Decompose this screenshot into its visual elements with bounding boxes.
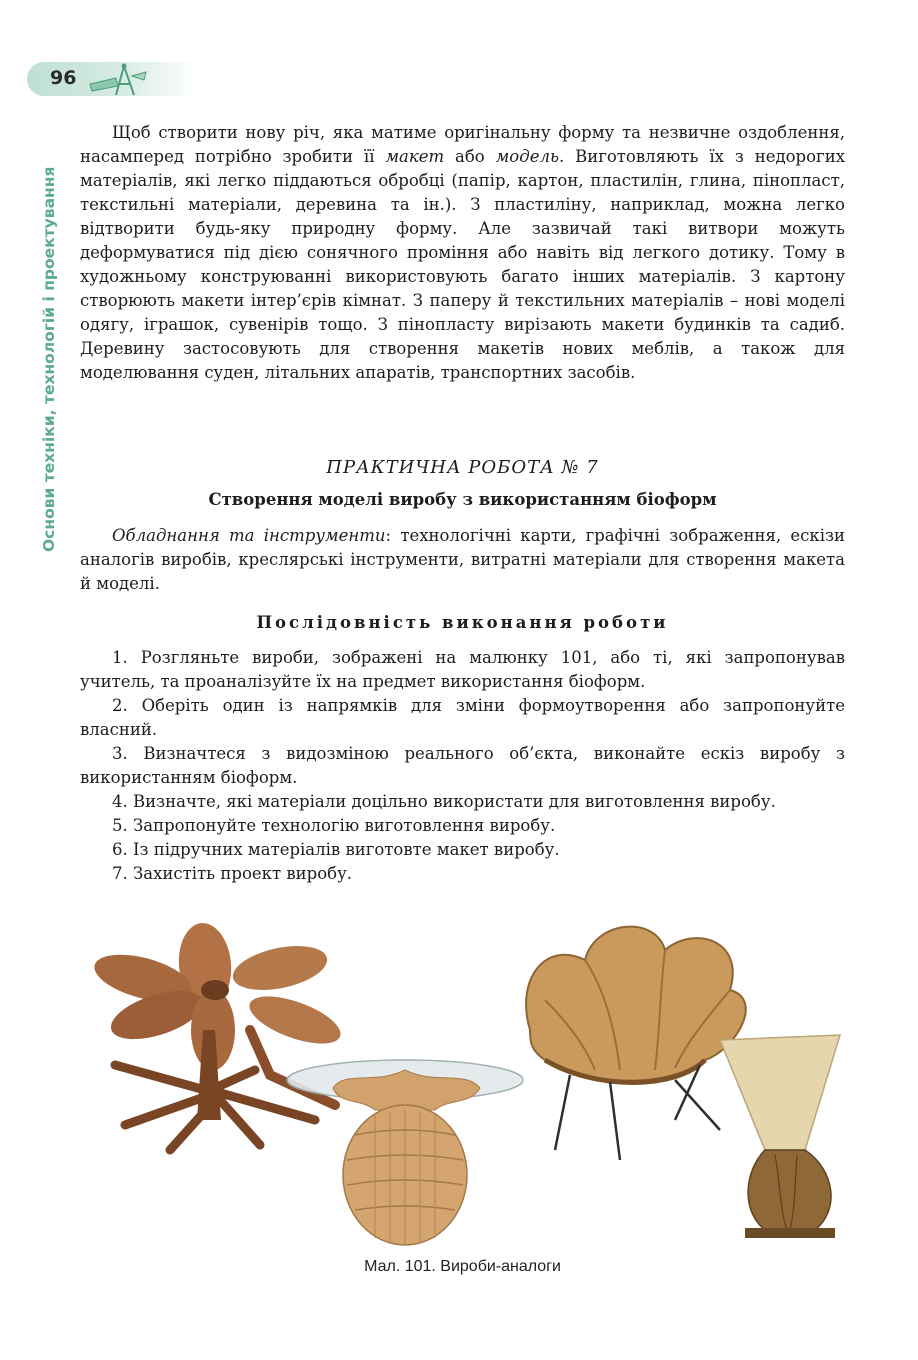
step-item: 5. Запропонуйте технологію виготовлення виробу.	[112, 816, 556, 835]
work-title: Створення моделі виробу з використанням біоформ	[208, 490, 717, 509]
step-item: 2. Оберіть один із напрямків для зміни формоутворення або запропонуйте власний.	[80, 696, 845, 739]
figure-biomorphic-furniture	[75, 920, 850, 1250]
wicker-flower-chair-image	[526, 927, 746, 1160]
step-item: 6. Із підручних матеріалів виготовте макет виробу.	[112, 840, 560, 859]
practice-title: ПРАКТИЧНА РОБОТА № 7	[326, 457, 599, 478]
rattan-glass-table-image	[287, 1060, 523, 1245]
page-number: 96	[50, 67, 77, 89]
step-item: 4. Визначте, які матеріали доцільно використати для виготовлення виробу.	[112, 792, 776, 811]
figure-caption: Мал. 101. Вироби-аналоги	[364, 1258, 561, 1275]
lotus-lamp-image	[720, 1035, 840, 1238]
equipment-paragraph: Обладнання та інструменти: технологічні карти, графічні зображення, ескізи аналогів виробів, креслярські інструменти, витратні матеріали для створення макета й моделі.	[80, 526, 845, 593]
step-item: 3. Визначтеся з видозміною реального об’єкта, виконайте ескіз виробу з використанням біоформ.	[80, 744, 845, 787]
equipment-label: Обладнання та інструменти	[112, 526, 386, 545]
steps-list	[80, 646, 845, 886]
sequence-title: Послідовність виконання роботи	[256, 613, 669, 632]
compass-ruler-icon	[88, 62, 150, 98]
flower-table-image	[90, 921, 347, 1150]
step-item: 1. Розгляньте вироби, зображені на малюнку 101, або ті, які запропонував учитель, та проаналізуйте їх на предмет використання біоформ.	[80, 648, 845, 691]
step-item: 7. Захистіть проект виробу.	[112, 864, 353, 883]
side-section-title: Основи техніки, технологій і проектування	[40, 166, 58, 552]
intro-paragraph: Щоб створити нову річ, яка матиме оригінальну форму та незвичне оздоблення, насамперед потрібно зробити її макет або модель. Виготовляють їх з недорогих матеріалів, які легко піддаються обробці (папір, картон, пластилін, глина, пінопласт, текстильні матеріали, деревина та ін.). З пластиліну, наприклад, можна легко відтворити будь-яку природну форму. Але зазвичай такі витвори можуть деформуватися під дією сонячного проміння або навіть від легкого дотику. Тому в художньому конструюванні використовують багато інших матеріалів. З картону створюють макети інтер’єрів кімнат. З паперу й текстильних матеріалів – нові моделі одягу, іграшок, сувенірів тощо. З пінопласту вирізають макети будинків та садиб. Деревину застосовують для створення макетів нових меблів, а також для моделювання суден, літальних апаратів, транспортних засобів.	[80, 123, 845, 382]
